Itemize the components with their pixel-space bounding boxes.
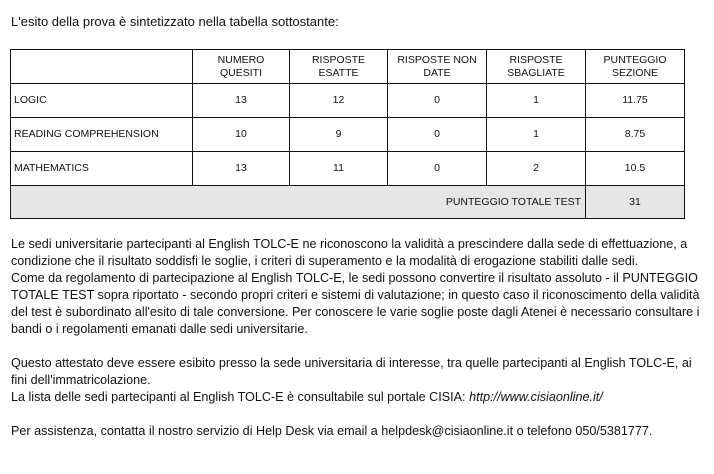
table-row: [11, 84, 685, 118]
paragraph-validity: Le sedi universitarie partecipanti al English TOLC-E ne riconoscono la validità a prescindere dalla sede di effettuazione, a condizione che il risultato soddisfi le soglie, i criteri di superamento e la modalità di erogazione stabiliti dalle sedi.: [11, 237, 688, 268]
risposte-non-date-cell: 0: [388, 152, 487, 186]
total-value: 31: [586, 186, 685, 219]
risposte-non-date-cell: 0: [388, 118, 487, 152]
header-subject: [11, 50, 193, 84]
paragraph-helpdesk: Per assistenza, contatta il nostro servizio di Help Desk via email a helpdesk@cisiaonline.it o telefono 050/5381777.: [11, 424, 653, 438]
risposte-sbagliate-cell: 1: [487, 84, 586, 118]
list-text: La lista delle sedi partecipanti al English TOLC-E è consultabile sul portale CISIA:: [11, 390, 470, 404]
risposte-non-date-cell: 0: [388, 84, 487, 118]
numero-quesiti-cell: 13: [193, 152, 290, 186]
header-numero-quesiti: NUMERO QUESITI: [193, 50, 290, 84]
subject-cell: MATHEMATICS: [11, 152, 193, 186]
header-risposte-esatte: RISPOSTE ESATTE: [290, 50, 388, 84]
header-punteggio-sezione: PUNTEGGIO SEZIONE: [586, 50, 685, 84]
total-label: PUNTEGGIO TOTALE TEST: [11, 186, 586, 219]
risposte-sbagliate-cell: 2: [487, 152, 586, 186]
paragraph-list: [11, 389, 711, 406]
spacer: [11, 406, 711, 423]
cisia-link[interactable]: http://www.cisiaonline.it/: [469, 390, 603, 404]
punteggio-sezione-cell: 11.75: [586, 84, 685, 118]
body-text: [11, 236, 711, 440]
punteggio-sezione-cell: 8.75: [586, 118, 685, 152]
numero-quesiti-cell: 10: [193, 118, 290, 152]
paragraph-conversion: Come da regolamento di partecipazione al English TOLC-E, le sedi possono convertire il risultato assoluto - il PUNTEGGIO TOTALE TEST sopra riportato - secondo propri criteri e sistemi di valutazione; in questo caso il riconoscimento della validità del test è subordinato all'esito di tale conversione. Per conoscere le varie soglie poste dagli Atenei è necessario consultare i bandi o i regolamenti emanati dalle sedi universitarie.: [11, 271, 700, 336]
subject-cell: READING COMPREHENSION: [11, 118, 193, 152]
risposte-esatte-cell: 12: [290, 84, 388, 118]
table-row: [11, 118, 685, 152]
numero-quesiti-cell: 13: [193, 84, 290, 118]
subject-cell: LOGIC: [11, 84, 193, 118]
table-row: [11, 152, 685, 186]
header-risposte-sbagliate: RISPOSTE SBAGLIATE: [487, 50, 586, 84]
paragraph-certificate: Questo attestato deve essere esibito presso la sede universitaria di interesse, tra quelle partecipanti al English TOLC-E, ai fini dell'immatricolazione.: [11, 356, 692, 387]
intro-text: L'esito della prova è sintetizzato nella tabella sottostante:: [11, 14, 339, 29]
spacer: [11, 338, 711, 355]
total-row: [11, 186, 685, 219]
table-header-row: [11, 50, 685, 84]
results-table: [10, 49, 685, 219]
risposte-esatte-cell: 9: [290, 118, 388, 152]
header-risposte-non-date: RISPOSTE NON DATE: [388, 50, 487, 84]
risposte-sbagliate-cell: 1: [487, 118, 586, 152]
risposte-esatte-cell: 11: [290, 152, 388, 186]
punteggio-sezione-cell: 10.5: [586, 152, 685, 186]
